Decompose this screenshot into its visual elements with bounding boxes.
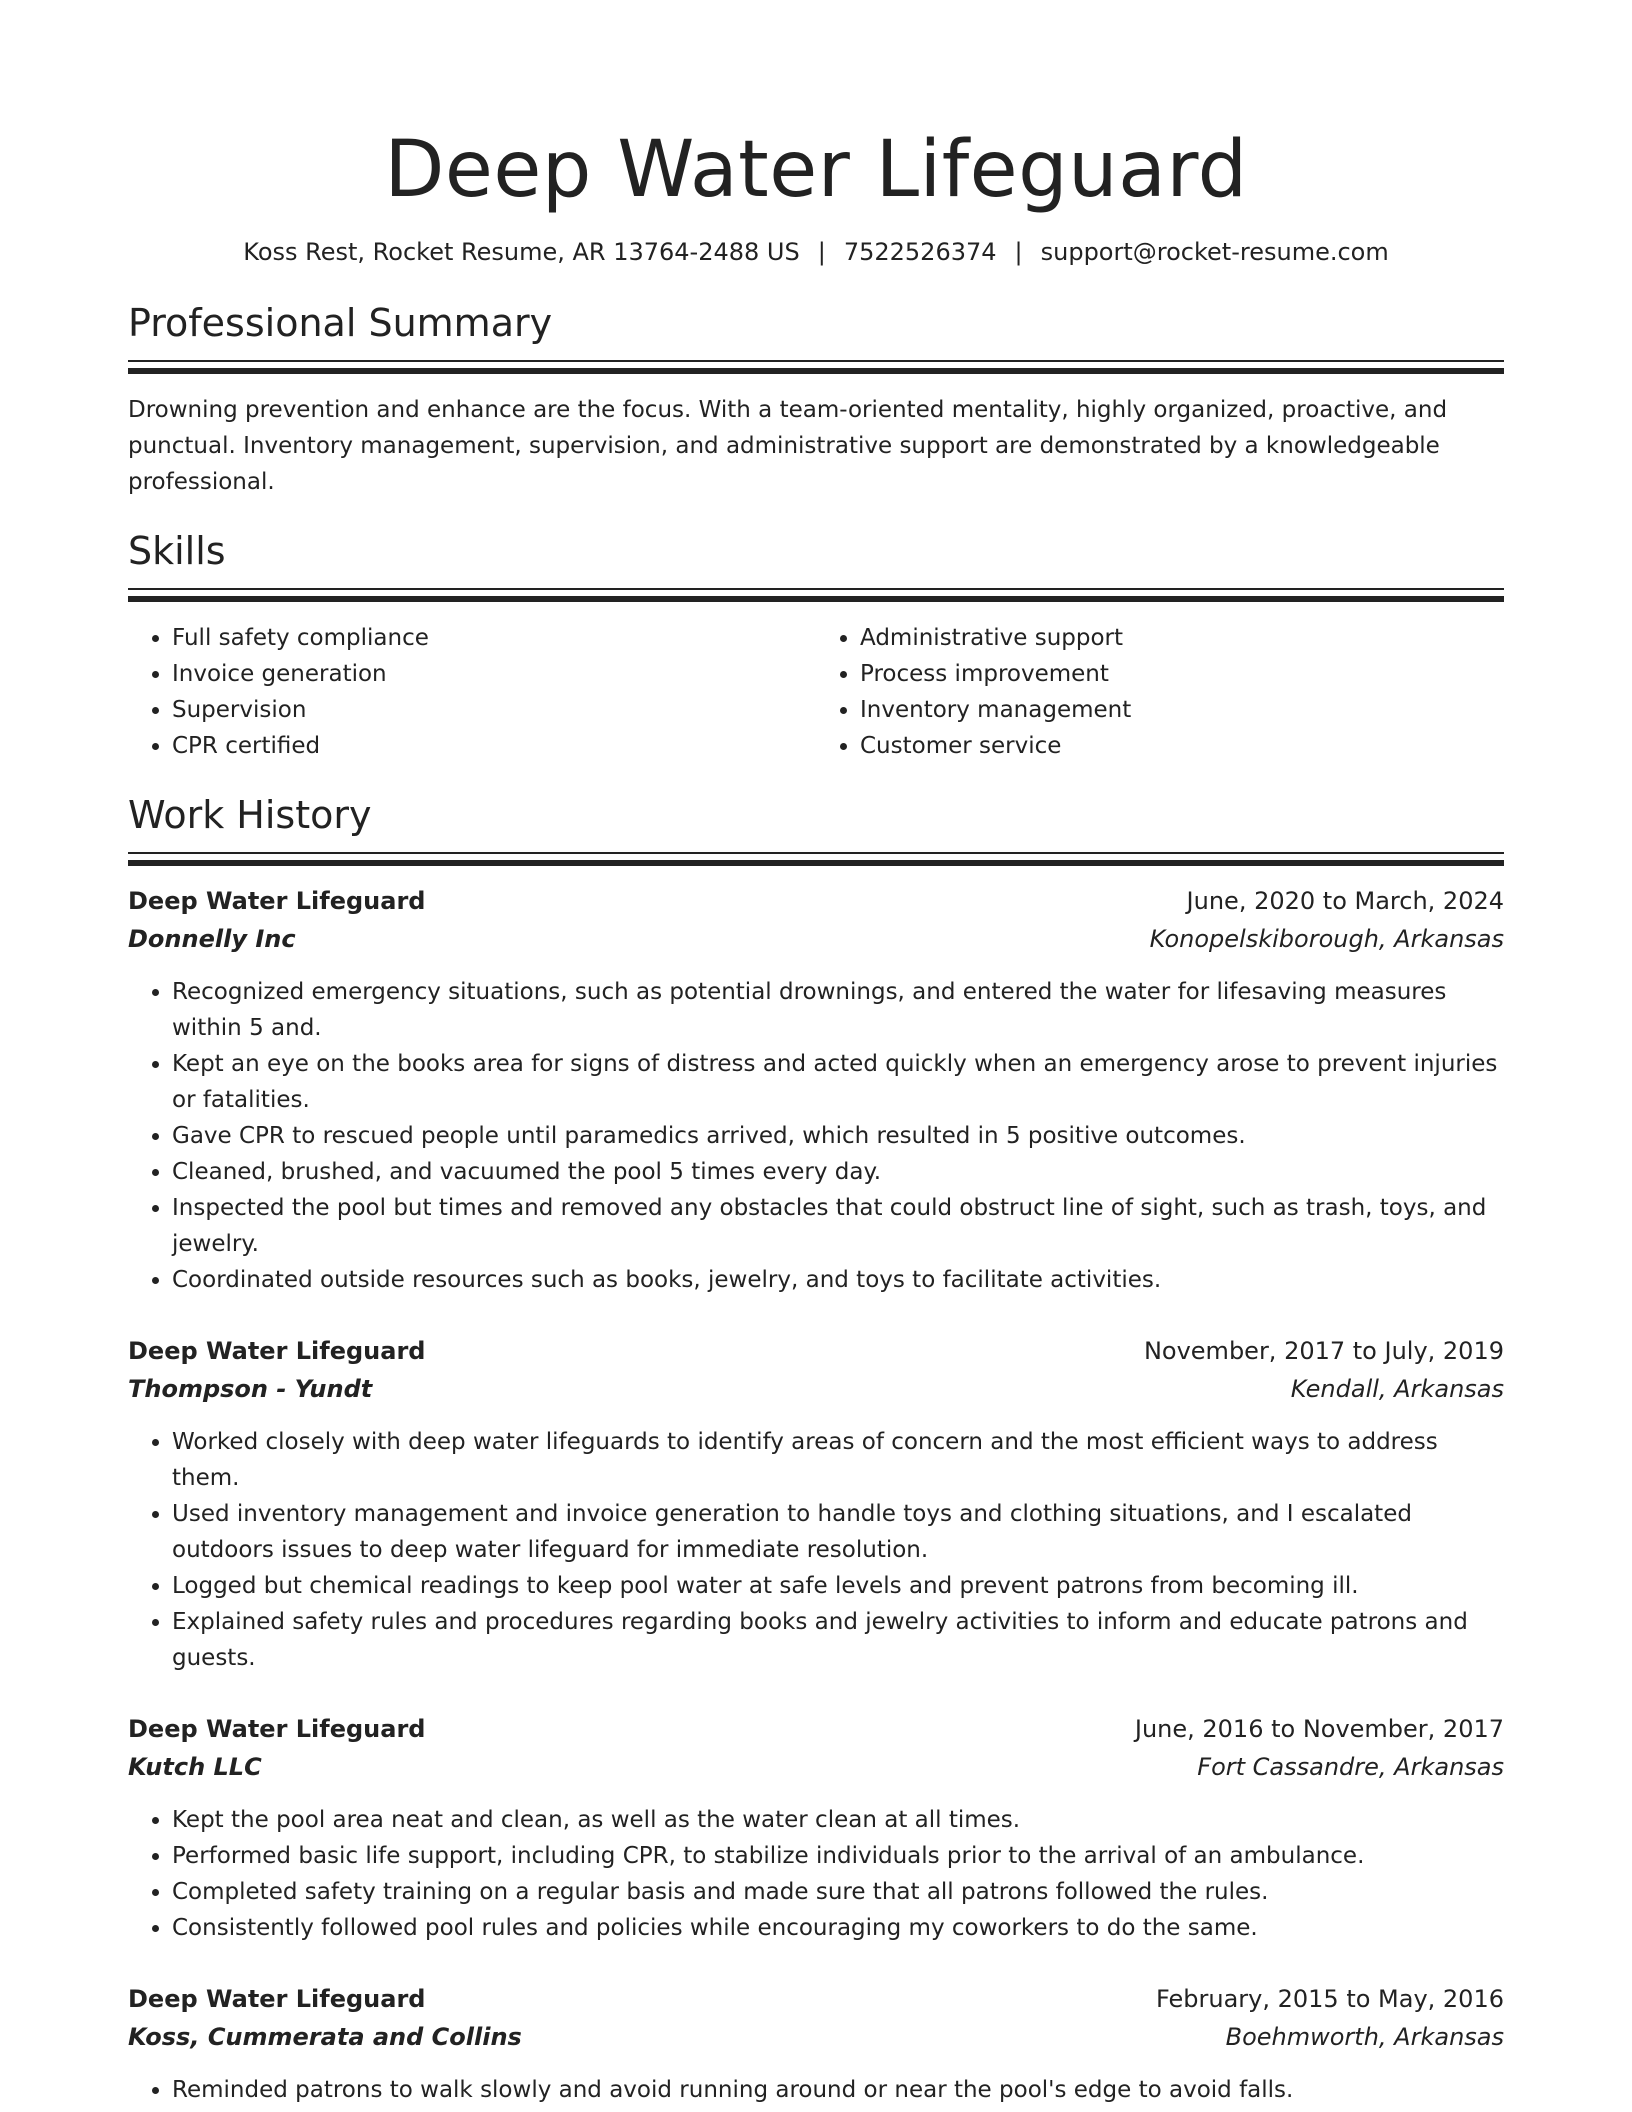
skills-list-right: [816, 620, 1504, 764]
skill-item: • Inventory management: [860, 692, 1504, 728]
section-divider: [128, 360, 1504, 362]
resume-page: [128, 0, 1504, 2108]
job-bullets: [128, 2072, 1504, 2108]
job-title: Deep Water Lifeguard: [128, 1715, 426, 1743]
job-entry: [128, 1980, 1504, 2108]
job-subheader-row: [128, 2018, 1504, 2056]
job-header-row: [128, 882, 1504, 920]
job-company: Kutch LLC: [128, 1753, 262, 1781]
job-dates: June, 2020 to March, 2024: [1186, 887, 1504, 915]
job-bullets: [128, 974, 1504, 1298]
section-divider-thick: [128, 596, 1504, 602]
section-divider-thick: [128, 368, 1504, 374]
job-company: Koss, Cummerata and Collins: [128, 2023, 522, 2051]
contact-line: [128, 236, 1504, 268]
skills-list-left: [128, 620, 816, 764]
section-title-skills: Skills: [128, 529, 226, 573]
job-bullet: • Performed basic life support, including CPR, to stabilize individuals prior to the arrival of an ambulance.: [172, 1838, 1504, 1874]
skills-section: [128, 528, 1504, 764]
job-bullet: • Cleaned, brushed, and vacuumed the pool 5 times every day.: [172, 1154, 1504, 1190]
job-bullet: • Used inventory management and invoice generation to handle toys and clothing situations, and I escalated outdoors issues to deep water lifeguard for immediate resolution.: [172, 1496, 1504, 1568]
skill-item: • CPR certified: [172, 728, 816, 764]
contact-phone: 7522526374: [843, 238, 997, 266]
job-entry: [128, 1332, 1504, 1676]
job-header-row: [128, 1710, 1504, 1748]
section-divider-thick: [128, 860, 1504, 866]
skill-item: • Administrative support: [860, 620, 1504, 656]
job-bullet: • Explained safety rules and procedures regarding books and jewelry activities to inform and educate patrons and guests.: [172, 1604, 1504, 1676]
section-title-summary: Professional Summary: [128, 301, 553, 345]
summary-text: Drowning prevention and enhance are the focus. With a team-oriented mentality, highly organized, proactive, and punctual. Inventory management, supervision, and administrative support are demonstrated by a knowledgeable professional.: [128, 397, 1448, 495]
summary-section: [128, 300, 1504, 500]
job-location: Konopelskiborough, Arkansas: [1149, 925, 1504, 953]
job-header-row: [128, 1332, 1504, 1370]
job-subheader-row: [128, 1370, 1504, 1408]
job-title: Deep Water Lifeguard: [128, 1337, 426, 1365]
skill-item: • Invoice generation: [172, 656, 816, 692]
contact-separator: |: [817, 238, 826, 266]
job-company: Donnelly Inc: [128, 925, 296, 953]
contact-address: Koss Rest, Rocket Resume, AR 13764-2488 US: [243, 238, 800, 266]
skills-columns: [128, 620, 1504, 764]
contact-separator: |: [1014, 238, 1023, 266]
job-subheader-row: [128, 1748, 1504, 1786]
skill-item: • Customer service: [860, 728, 1504, 764]
skill-item: • Full safety compliance: [172, 620, 816, 656]
job-bullet: • Kept the pool area neat and clean, as well as the water clean at all times.: [172, 1802, 1504, 1838]
job-bullet: • Coordinated outside resources such as books, jewelry, and toys to facilitate activities.: [172, 1262, 1504, 1298]
job-header-row: [128, 1980, 1504, 2018]
job-bullet: • Recognized emergency situations, such as potential drownings, and entered the water for lifesaving measures within 5 and.: [172, 974, 1504, 1046]
job-bullet: • Gave CPR to rescued people until paramedics arrived, which resulted in 5 positive outcomes.: [172, 1118, 1504, 1154]
job-location: Kendall, Arkansas: [1290, 1375, 1504, 1403]
job-bullet: • Reminded patrons to walk slowly and avoid running around or near the pool's edge to avoid falls.: [172, 2072, 1504, 2108]
job-bullet: • Kept an eye on the books area for signs of distress and acted quickly when an emergency arose to prevent injuries or fatalities.: [172, 1046, 1504, 1118]
section-divider: [128, 852, 1504, 854]
resume-name: Deep Water Lifeguard: [384, 125, 1248, 215]
section-divider: [128, 588, 1504, 590]
section-title-work: Work History: [128, 793, 372, 837]
job-bullets: [128, 1424, 1504, 1676]
job-bullet: • Worked closely with deep water lifeguards to identify areas of concern and the most efficient ways to address them.: [172, 1424, 1504, 1496]
job-bullet: • Completed safety training on a regular basis and made sure that all patrons followed the rules.: [172, 1874, 1504, 1910]
job-bullet: • Inspected the pool but times and removed any obstacles that could obstruct line of sight, such as trash, toys, and jewelry.: [172, 1190, 1504, 1262]
job-bullet: • Consistently followed pool rules and policies while encouraging my coworkers to do the same.: [172, 1910, 1504, 1946]
job-bullet: • Logged but chemical readings to keep pool water at safe levels and prevent patrons from becoming ill.: [172, 1568, 1504, 1604]
job-entry: [128, 1710, 1504, 1946]
job-bullets: [128, 1802, 1504, 1946]
skill-item: • Process improvement: [860, 656, 1504, 692]
job-entry: [128, 882, 1504, 1298]
job-dates: June, 2016 to November, 2017: [1134, 1715, 1504, 1743]
job-title: Deep Water Lifeguard: [128, 887, 426, 915]
job-dates: November, 2017 to July, 2019: [1143, 1337, 1504, 1365]
job-title: Deep Water Lifeguard: [128, 1985, 426, 2013]
job-company: Thompson - Yundt: [128, 1375, 373, 1403]
contact-email: support@rocket-resume.com: [1040, 238, 1389, 266]
work-section: [128, 792, 1504, 2108]
job-location: Fort Cassandre, Arkansas: [1197, 1753, 1504, 1781]
job-location: Boehmworth, Arkansas: [1225, 2023, 1504, 2051]
skill-item: • Supervision: [172, 692, 816, 728]
job-subheader-row: [128, 920, 1504, 958]
job-dates: February, 2015 to May, 2016: [1156, 1985, 1504, 2013]
